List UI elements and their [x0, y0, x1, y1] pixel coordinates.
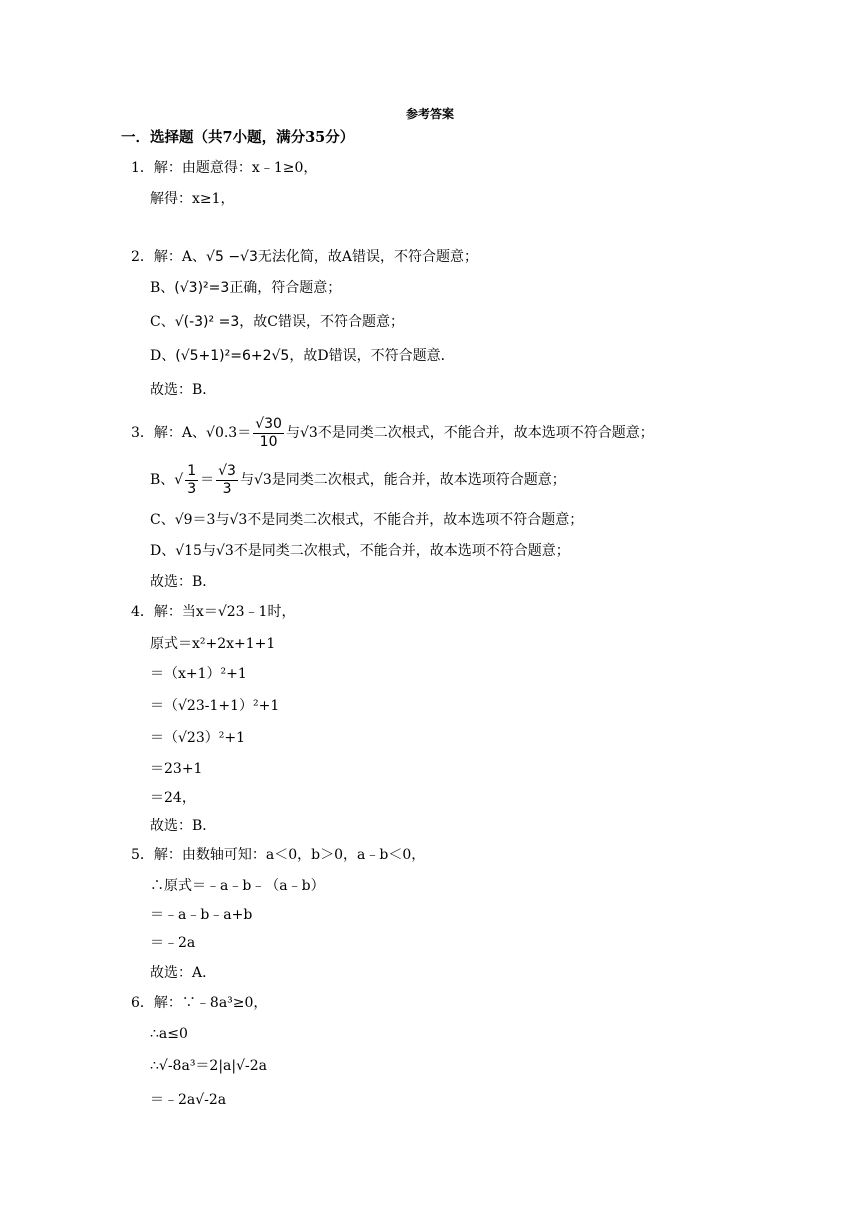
q2-c-prefix: C、 — [150, 314, 175, 330]
section-heading: 一．选择题（共7小题，满分35分） — [121, 129, 355, 146]
q3-line-b — [150, 462, 566, 498]
q3-b-radical: √ — [174, 472, 184, 488]
q2-answer: 故选：B． — [150, 382, 217, 398]
q5-answer: 故选：A． — [150, 965, 217, 981]
q1-number: 1． — [131, 160, 154, 176]
q4-line-3: ＝（x+1）²+1 — [150, 666, 247, 682]
q4-line-7: ＝24， — [150, 790, 196, 806]
q3-a-fraction — [253, 416, 284, 451]
q3-b-text: 与√3是同类二次根式，能合并，故本选项符合题意； — [239, 472, 566, 488]
q5-line-2: ∴原式＝﹣a﹣b﹣（a﹣b） — [150, 878, 325, 894]
q4-text: 解：当x＝√23﹣1时， — [153, 604, 296, 620]
q2-d-math: (√5+1)²=6+2√5 — [175, 348, 290, 364]
q6-line-2: ∴a≤0 — [150, 1026, 188, 1042]
q3-b-equals: ＝ — [200, 472, 215, 488]
q3-number: 3． — [131, 425, 154, 441]
q3-a-text: 与√3不是同类二次根式，不能合并，故本选项不符合题意； — [285, 425, 654, 441]
q5-line-4: ＝﹣2a — [150, 935, 196, 951]
q5-number: 5． — [131, 847, 154, 863]
q1-text: 解：由题意得：x﹣1≥0， — [153, 160, 318, 176]
q3-b-prefix: B、 — [150, 472, 175, 488]
q1-line-1 — [131, 158, 317, 178]
q2-line-a — [131, 247, 478, 267]
q3-b-numerator-2: √3 — [218, 462, 236, 479]
q5-line-3: ＝﹣a﹣b﹣a+b — [150, 907, 253, 923]
q2-c-text: ，故C错误，不符合题意； — [239, 314, 404, 330]
q4-line-1 — [131, 602, 295, 622]
q2-a-prefix: 解：A、 — [153, 249, 207, 265]
q6-line-3: ∴√-8a³＝2|a|√-2a — [150, 1058, 268, 1074]
q6-text: 解：∵﹣8a³≥0， — [153, 995, 268, 1011]
q3-answer: 故选：B． — [150, 574, 217, 590]
q3-b-fraction-2 — [216, 463, 238, 498]
q2-b-prefix: B、 — [150, 280, 175, 296]
q2-b-math: (√3)²=3 — [174, 280, 230, 296]
q5-text: 解：由数轴可知：a＜0，b＞0，a﹣b＜0， — [153, 847, 426, 863]
q3-b-numerator-1: 1 — [187, 462, 197, 479]
q4-line-6: ＝23+1 — [150, 761, 203, 777]
q2-number: 2． — [131, 249, 154, 265]
q3-b-denominator-2: 3 — [222, 480, 232, 497]
q4-line-5: ＝（√23）²+1 — [150, 730, 245, 746]
q3-b-denominator-1: 3 — [187, 480, 197, 497]
q3-a-prefix: 解：A、√0.3＝ — [153, 425, 252, 441]
q4-number: 4． — [131, 604, 154, 620]
q2-d-prefix: D、 — [150, 348, 176, 364]
q4-answer: 故选：B． — [150, 818, 217, 834]
q2-line-d — [150, 346, 455, 366]
q2-d-text: ，故D错误，不符合题意． — [289, 348, 455, 364]
q2-c-math: √(-3)² =3 — [174, 314, 240, 330]
q6-line-1 — [131, 993, 267, 1013]
q2-line-c — [150, 312, 404, 332]
q4-line-4: ＝（√23-1+1）²+1 — [150, 698, 280, 714]
q2-line-b — [150, 278, 341, 298]
q2-b-text: 正确，符合题意； — [229, 280, 342, 296]
q3-b-fraction-1 — [185, 463, 198, 498]
q4-line-2: 原式＝x²+2x+1+1 — [150, 636, 276, 652]
page-title: 参考答案 — [405, 107, 454, 121]
q3-line-a — [131, 415, 654, 451]
q6-number: 6． — [131, 995, 154, 1011]
q3-line-d: D、√15与√3不是同类二次根式，不能合并，故本选项不符合题意； — [150, 543, 570, 559]
q3-line-c: C、√9＝3与√3不是同类二次根式，不能合并，故本选项不符合题意； — [150, 512, 584, 528]
q3-a-denominator: 10 — [259, 433, 278, 450]
q3-a-numerator: √30 — [255, 415, 282, 432]
q6-line-4: ＝﹣2a√-2a — [150, 1092, 227, 1108]
q2-a-math: √5 −√3 — [206, 249, 258, 265]
q1-line-2: 解得：x≥1， — [150, 191, 235, 207]
q5-line-1 — [131, 845, 425, 865]
q2-a-text: 无法化简，故A错误，不符合题意； — [257, 249, 479, 265]
